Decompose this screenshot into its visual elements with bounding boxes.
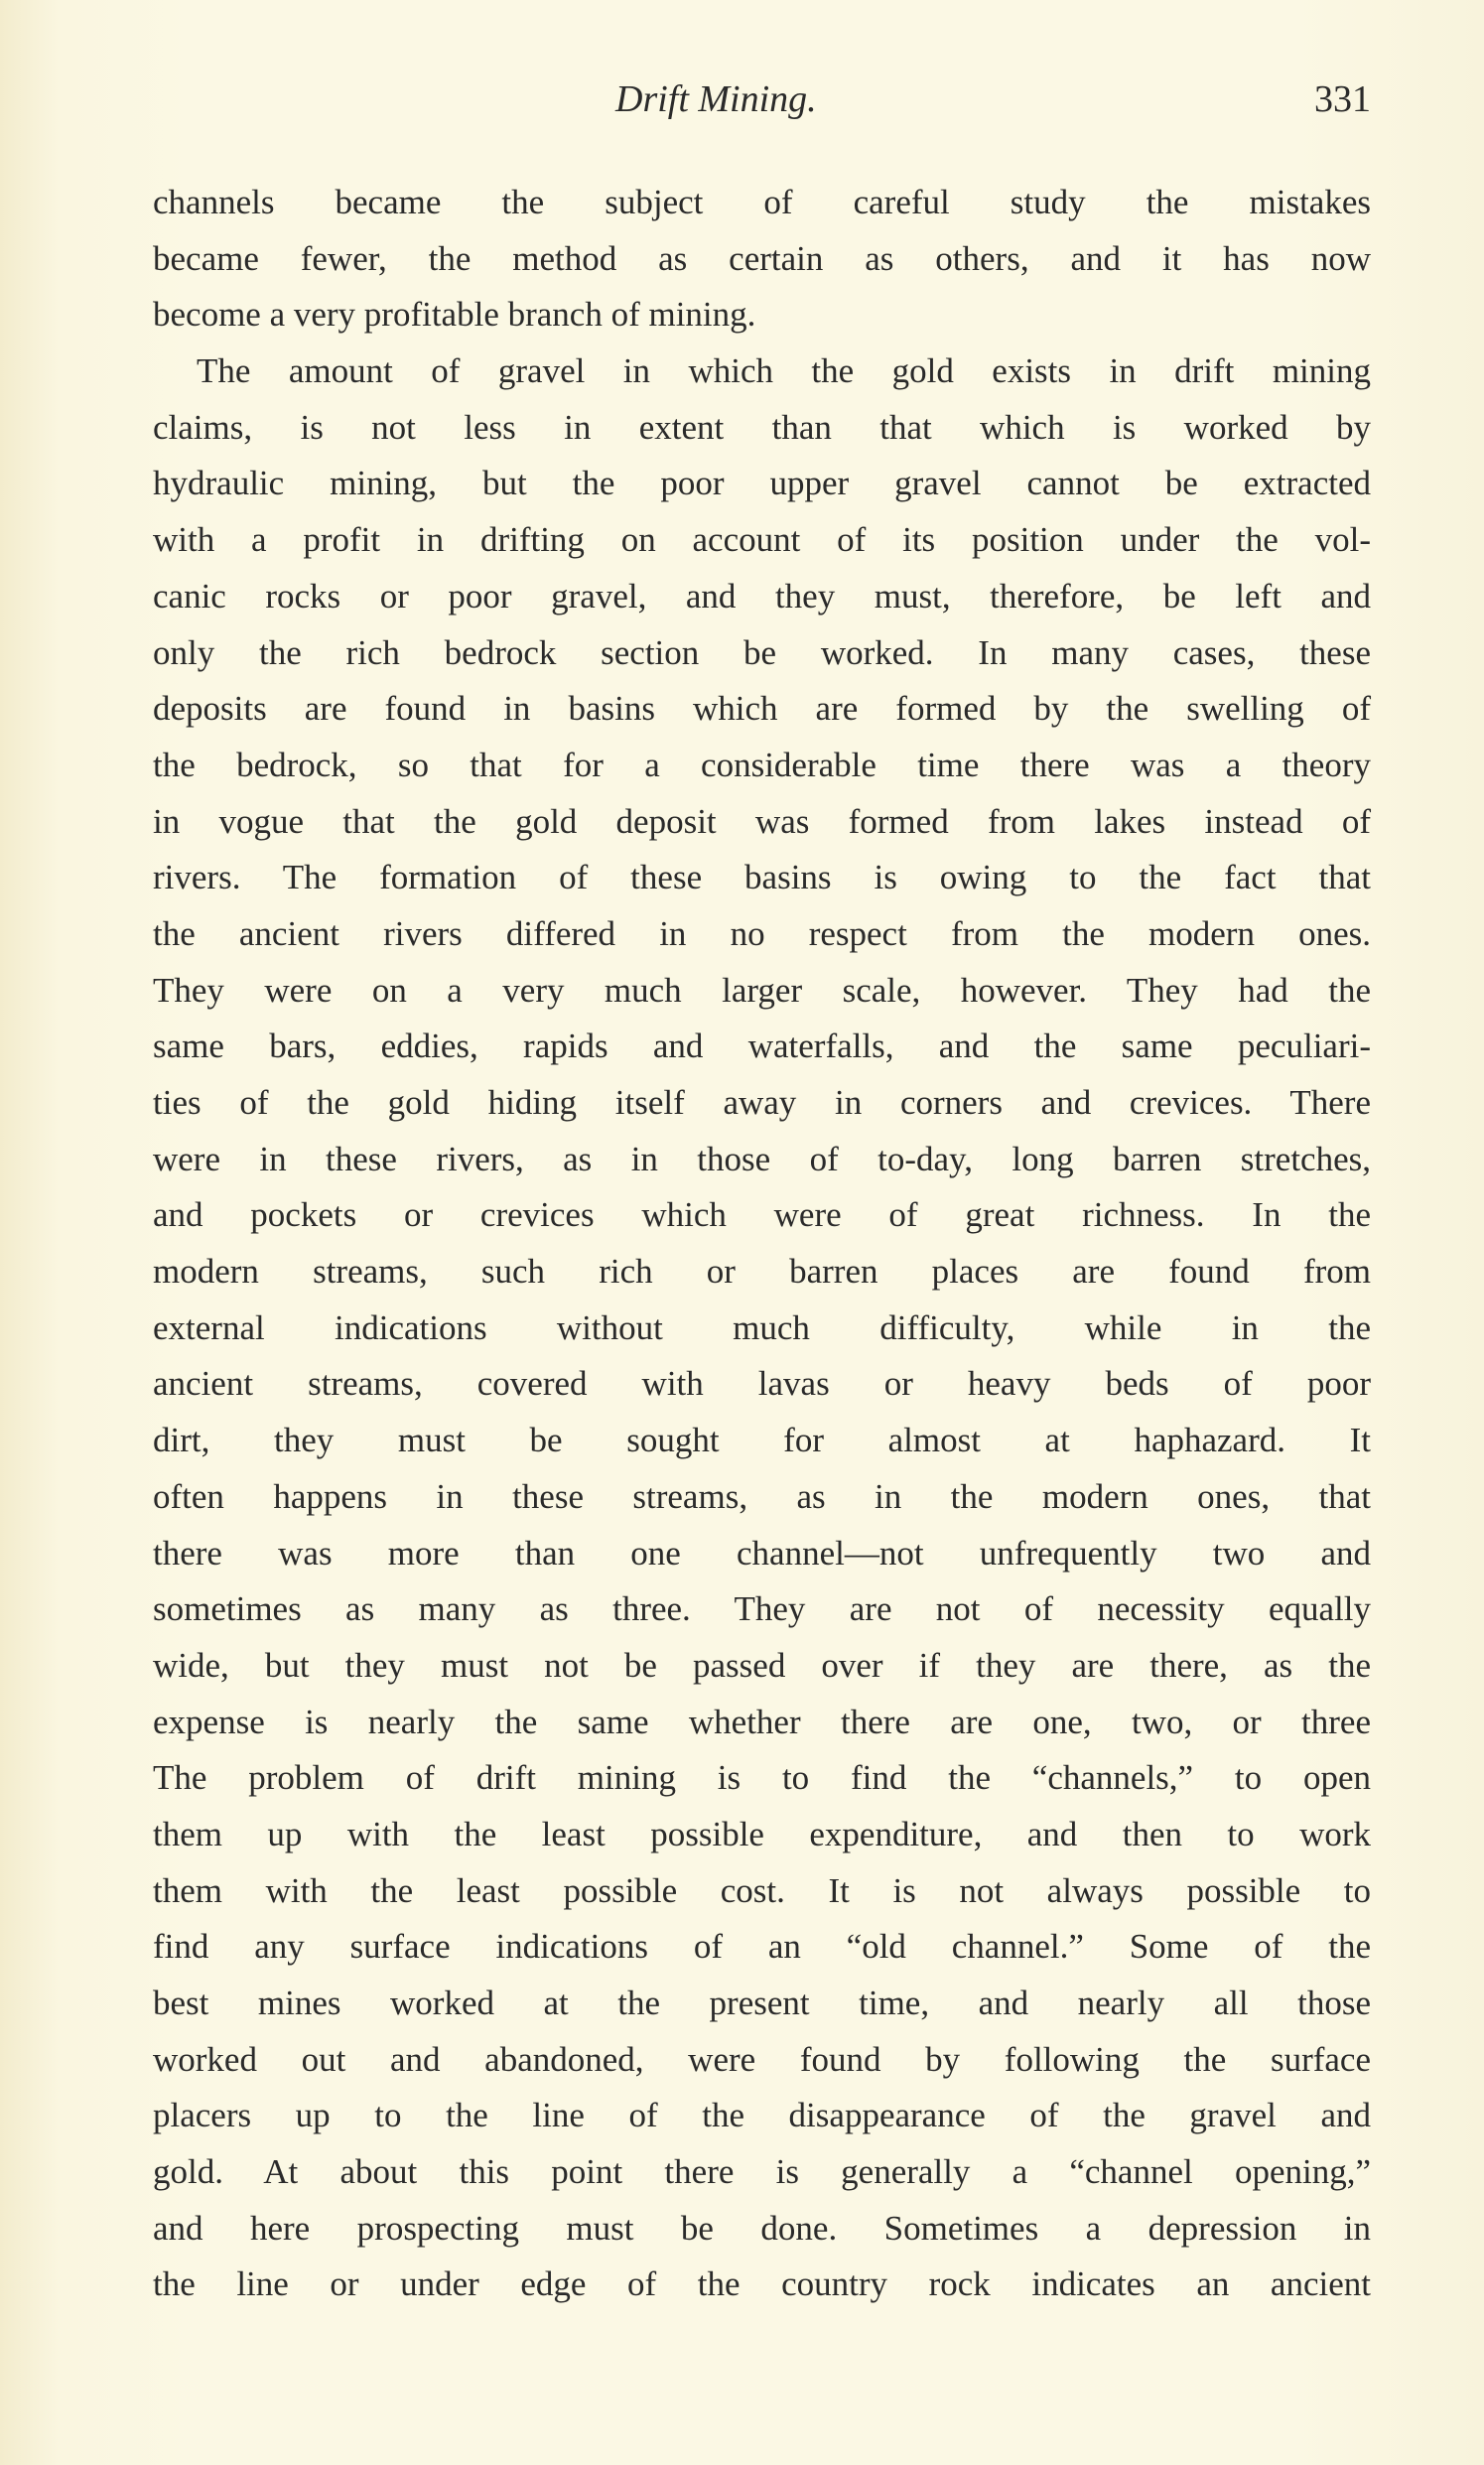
text-line: often happens in these streams, as in the modern ones, that <box>153 1476 1371 1516</box>
text-line: dirt, they must be sought for almost at haphazard. It <box>153 1421 1371 1460</box>
text-line: find any surface indications of an “old channel.” Some of the <box>153 1927 1371 1967</box>
text-line: The amount of gravel in which the gold exists in drift mining <box>197 351 1371 391</box>
text-line: best mines worked at the present time, and nearly all those <box>153 1984 1371 2022</box>
text-line: deposits are found in basins which are formed by the swelling of <box>153 689 1371 729</box>
text-line: became fewer, the method as certain as others, and it has now <box>153 238 1371 278</box>
text-line: ties of the gold hiding itself away in corners and crevices. There <box>153 1083 1371 1122</box>
text-line: external indications without much difficulty, while in the <box>153 1307 1371 1347</box>
text-line: ancient streams, covered with lavas or heavy beds of poor <box>153 1364 1371 1404</box>
text-line: the line or under edge of the country rock indicates an ancient <box>153 2264 1371 2304</box>
text-line: modern streams, such rich or barren places are found from <box>153 1252 1371 1292</box>
text-line: the ancient rivers differed in no respect from the modern ones. <box>153 913 1371 953</box>
text-line: placers up to the line of the disappearance of the gravel and <box>153 2096 1371 2135</box>
text-line: only the rich bedrock section be worked. In many cases, these <box>153 632 1371 672</box>
text-line: were in these rivers, as in those of to-day, long barren stretches, <box>153 1139 1371 1178</box>
text-line: them up with the least possible expenditure, and then to work <box>153 1814 1371 1853</box>
text-line: rivers. The formation of these basins is owing to the fact that <box>153 858 1371 897</box>
text-line: They were on a very much larger scale, however. They had the <box>153 970 1371 1010</box>
text-line: gold. At about this point there is generally a “channel opening,” <box>153 2152 1371 2192</box>
text-line: and here prospecting must be done. Sometimes a depression in <box>153 2208 1371 2248</box>
text-line: claims, is not less in extent than that which is worked by <box>153 407 1371 447</box>
text-line: wide, but they must not be passed over if they are there, as the <box>153 1645 1371 1685</box>
text-line: channels became the subject of careful study the mistakes <box>153 183 1371 221</box>
text-line: hydraulic mining, but the poor upper gravel cannot be extracted <box>153 464 1371 503</box>
text-line: with a profit in drifting on account of its position under the vol- <box>153 520 1371 560</box>
page-number: 331 <box>1314 78 1371 120</box>
running-head: Drift Mining. <box>615 78 817 120</box>
text-line: and pockets or crevices which were of great richness. In the <box>153 1195 1371 1235</box>
text-line: them with the least possible cost. It is not always possible to <box>153 1870 1371 1910</box>
text-line: canic rocks or poor gravel, and they must, therefore, be left and <box>153 576 1371 616</box>
text-line: worked out and abandoned, were found by following the surface <box>153 2039 1371 2079</box>
text-line: The problem of drift mining is to find the “channels,” to open <box>153 1758 1371 1798</box>
text-line: expense is nearly the same whether there are one, two, or three <box>153 1702 1371 1741</box>
body-text <box>153 175 1371 2313</box>
text-line: same bars, eddies, rapids and waterfalls, and the same peculiari- <box>153 1027 1371 1066</box>
text-line: there was more than one channel—not unfrequently two and <box>153 1533 1371 1573</box>
text-line: become a very profitable branch of mining. <box>153 295 756 335</box>
text-line: sometimes as many as three. They are not of necessity equally <box>153 1589 1371 1629</box>
text-line: in vogue that the gold deposit was formed from lakes instead of <box>153 801 1371 841</box>
text-line: the bedrock, so that for a considerable time there was a theory <box>153 745 1371 784</box>
